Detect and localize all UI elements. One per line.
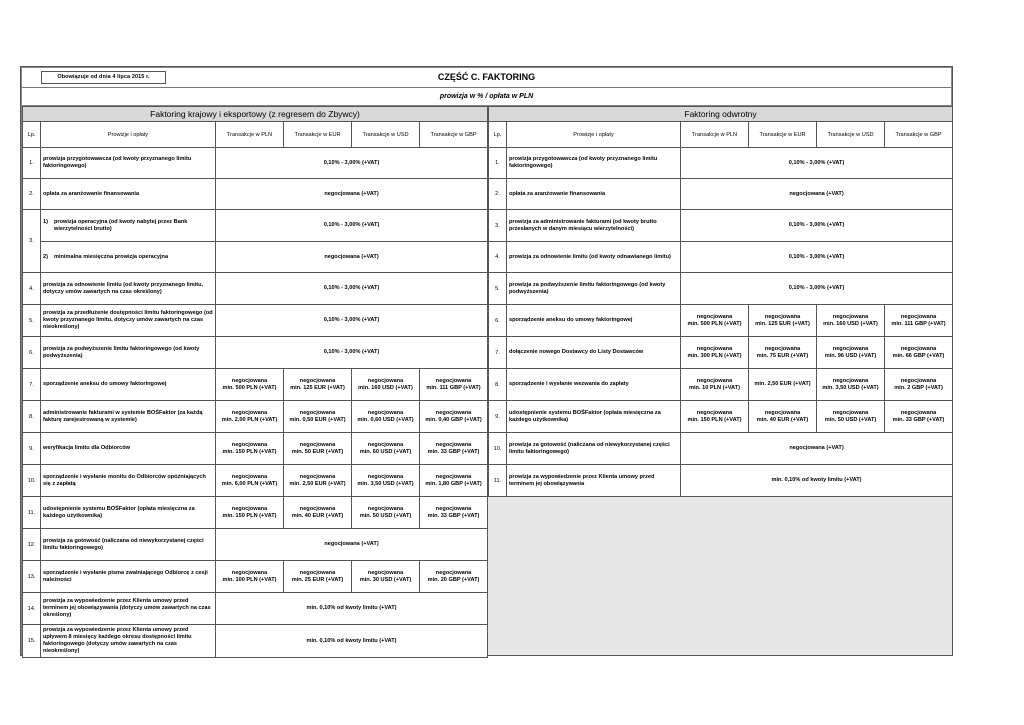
fee-value: negocjowana (+VAT) bbox=[216, 179, 488, 210]
table-row bbox=[489, 433, 953, 465]
fee-value-pln: negocjowana min. 100 PLN (+VAT) bbox=[216, 561, 284, 593]
fee-description: prowizja za administrowanie fakturami (od kwoty brutto przesłanych w danym miesiącu wierzytelności) bbox=[507, 210, 681, 242]
table-row bbox=[489, 369, 953, 401]
fee-description: prowizja przygotowawcza (od kwoty przyznanego limitu faktoringowego) bbox=[41, 148, 216, 179]
fee-value-eur: negocjowana min. 50 EUR (+VAT) bbox=[284, 433, 352, 465]
sub-item-number: 1) bbox=[43, 218, 48, 225]
fee-value-pln: negocjowana min. 500 PLN (+VAT) bbox=[216, 369, 284, 401]
fee-description: opłata za aranżowanie finansowania bbox=[41, 179, 216, 210]
row-number: 1. bbox=[23, 148, 41, 179]
row-number: 2. bbox=[489, 179, 507, 210]
fee-value-eur: negocjowana min. 75 EUR (+VAT) bbox=[749, 337, 817, 369]
row-number: 6. bbox=[489, 305, 507, 337]
fee-description: administrowanie fakturami w systemie BOŚFaktor (za każdą fakturę zarejestrowaną w systemie) bbox=[41, 401, 216, 433]
sub-item-description: prowizja operacyjna (od kwoty nabytej przez Bank wierzytelności brutto) bbox=[53, 218, 188, 232]
table-row bbox=[23, 593, 488, 625]
fee-value-eur: negocjowana min. 40 EUR (+VAT) bbox=[749, 401, 817, 433]
fee-description bbox=[41, 242, 216, 273]
fee-value: 0,10% - 3,00% (+VAT) bbox=[216, 148, 488, 179]
col-header-pln: Transakcje w PLN bbox=[216, 122, 284, 148]
effective-date-badge: Obowiązuje od dnia 4 lipca 2015 r. bbox=[41, 71, 166, 84]
fee-value-usd: negocjowana min. 50 USD (+VAT) bbox=[352, 497, 420, 529]
row-number: 12. bbox=[23, 529, 41, 561]
fee-description: prowizja za przedłużenie dostępności limitu faktoringowego (od kwoty przyznanego limitu, dotyczy umów zawartych na czas nieokreślony) bbox=[41, 305, 216, 337]
row-number: 11. bbox=[23, 497, 41, 529]
row-number: 10. bbox=[23, 465, 41, 497]
table-row bbox=[23, 179, 488, 210]
column-header-row bbox=[23, 122, 488, 148]
page-subtitle: prowizja w % / opłata w PLN bbox=[439, 93, 534, 100]
fee-value: negocjowana (+VAT) bbox=[216, 529, 488, 561]
table-row bbox=[489, 305, 953, 337]
fee-value: 0,10% - 3,00% (+VAT) bbox=[216, 273, 488, 305]
col-header-usd: Transakcje w USD bbox=[817, 122, 885, 148]
row-number: 2. bbox=[23, 179, 41, 210]
fee-value-usd: negocjowana min. 3,50 USD (+VAT) bbox=[352, 465, 420, 497]
table-row bbox=[489, 273, 953, 305]
fee-value-usd: negocjowana min. 160 USD (+VAT) bbox=[817, 305, 885, 337]
table-row bbox=[489, 179, 953, 210]
fee-value-gbp: negocjowana min. 33 GBP (+VAT) bbox=[420, 497, 488, 529]
col-header-usd: Transakcje w USD bbox=[352, 122, 420, 148]
table-row bbox=[489, 401, 953, 433]
page-title: CZĘŚĆ C. FAKTORING bbox=[437, 72, 536, 82]
table-row bbox=[489, 465, 953, 497]
fee-value-pln: negocjowana min. 2,00 PLN (+VAT) bbox=[216, 401, 284, 433]
fee-table-frame bbox=[20, 66, 953, 656]
fee-value-usd: negocjowana min. 0,60 USD (+VAT) bbox=[352, 401, 420, 433]
fee-value-pln: negocjowana min. 6,00 PLN (+VAT) bbox=[216, 465, 284, 497]
table-row bbox=[23, 433, 488, 465]
fee-description: dołączenie nowego Dostawcy do Listy Dostawców bbox=[507, 337, 681, 369]
row-number: 5. bbox=[489, 273, 507, 305]
row-number: 8. bbox=[23, 401, 41, 433]
fee-value-eur: negocjowana min. 125 EUR (+VAT) bbox=[749, 305, 817, 337]
fee-description: sporządzenie i wysłanie pisma zwalniającego Odbiorcę z cesji należności bbox=[41, 561, 216, 593]
col-header-gbp: Transakcje w GBP bbox=[885, 122, 953, 148]
fee-value-gbp: negocjowana min. 33 GBP (+VAT) bbox=[885, 401, 953, 433]
table-row bbox=[23, 273, 488, 305]
fee-description: sporządzenie i wysłanie monitu do Odbiorców opóźniających się z zapłatą bbox=[41, 465, 216, 497]
row-number: 10. bbox=[489, 433, 507, 465]
fee-description: prowizja za podwyższenie limitu faktoringowego (od kwoty podwyższenia) bbox=[507, 273, 681, 305]
table-row bbox=[23, 529, 488, 561]
fee-value-eur: min. 2,50 EUR (+VAT) bbox=[749, 369, 817, 401]
table-row bbox=[489, 337, 953, 369]
fee-description: prowizja przygotowawcza (od kwoty przyznanego limitu faktoringowego) bbox=[507, 148, 681, 179]
col-header-fees: Prowizje i opłaty bbox=[41, 122, 216, 148]
fee-value-usd: negocjowana min. 30 USD (+VAT) bbox=[352, 561, 420, 593]
fee-value-usd: negocjowana min. 50 USD (+VAT) bbox=[817, 401, 885, 433]
fee-value-eur: negocjowana min. 125 EUR (+VAT) bbox=[284, 369, 352, 401]
col-header-pln: Transakcje w PLN bbox=[681, 122, 749, 148]
fee-value: min. 0,10% od kwoty limitu (+VAT) bbox=[216, 593, 488, 625]
fee-value-eur: negocjowana min. 0,50 EUR (+VAT) bbox=[284, 401, 352, 433]
fee-value-gbp: negocjowana min. 111 GBP (+VAT) bbox=[885, 305, 953, 337]
fee-value: 0,10% - 3,00% (+VAT) bbox=[681, 242, 953, 273]
row-number: 8. bbox=[489, 369, 507, 401]
row-number: 14. bbox=[23, 593, 41, 625]
fee-value: 0,10% - 3,00% (+VAT) bbox=[681, 148, 953, 179]
col-header-lp: Lp. bbox=[23, 122, 41, 148]
fee-value: 0,10% - 3,00% (+VAT) bbox=[216, 337, 488, 369]
col-header-eur: Transakcje w EUR bbox=[284, 122, 352, 148]
fee-value-gbp: negocjowana min. 0,40 GBP (+VAT) bbox=[420, 401, 488, 433]
table-row bbox=[23, 242, 488, 273]
fee-description: prowizja za wypowiedzenie przez Klienta umowy przed upływem 8 miesięcy każdego okresu dostępności limitu faktoringowego (dotyczy umów zawartych na czas nieokreślony) bbox=[41, 625, 216, 658]
row-number: 15. bbox=[23, 625, 41, 658]
sub-item-description: minimalna miesięczna prowizja operacyjna bbox=[53, 253, 169, 260]
fee-description: prowizja za wypowiedzenie przez Klienta umowy przed terminem jej obowiązywania bbox=[507, 465, 681, 497]
fee-value-usd: negocjowana min. 96 USD (+VAT) bbox=[817, 337, 885, 369]
fee-description: prowizja za gotowość (naliczana od niewykorzystanej części limitu faktoringowego) bbox=[41, 529, 216, 561]
fee-value: negocjowana (+VAT) bbox=[216, 242, 488, 273]
row-number: 4. bbox=[489, 242, 507, 273]
row-number: 13. bbox=[23, 561, 41, 593]
fee-value-eur: negocjowana min. 25 EUR (+VAT) bbox=[284, 561, 352, 593]
fee-description: sporządzenie aneksu do umowy faktoringowej bbox=[41, 369, 216, 401]
sub-item-number: 2) bbox=[43, 253, 48, 260]
fee-description: prowizja za odnowienie limitu (od kwoty przyznanego limitu, dotyczy umów zawartych na czas określony) bbox=[41, 273, 216, 305]
fee-description: prowizja za wypowiedzenie przez Klienta umowy przed terminem jej obowiązywania (dotyczy umów zawartych na czas określony) bbox=[41, 593, 216, 625]
table-row bbox=[489, 242, 953, 273]
table-row bbox=[23, 369, 488, 401]
row-number: 1. bbox=[489, 148, 507, 179]
fee-value-usd: negocjowana min. 60 USD (+VAT) bbox=[352, 433, 420, 465]
fee-value-gbp: negocjowana min. 66 GBP (+VAT) bbox=[885, 337, 953, 369]
document-header bbox=[22, 68, 951, 88]
col-header-gbp: Transakcje w GBP bbox=[420, 122, 488, 148]
fee-value-pln: negocjowana min. 300 PLN (+VAT) bbox=[681, 337, 749, 369]
table-row bbox=[23, 561, 488, 593]
table-row bbox=[23, 305, 488, 337]
fee-description: prowizja za gotowość (naliczana od niewykorzystanej części limitu faktoringowego) bbox=[507, 433, 681, 465]
fee-value-pln: negocjowana min. 150 PLN (+VAT) bbox=[681, 401, 749, 433]
row-number: 3. bbox=[23, 210, 41, 273]
fee-value-pln: negocjowana min. 500 PLN (+VAT) bbox=[681, 305, 749, 337]
fee-value-gbp: negocjowana min. 2 GBP (+VAT) bbox=[885, 369, 953, 401]
domestic-factoring-table bbox=[22, 106, 488, 658]
row-number: 11. bbox=[489, 465, 507, 497]
table-row bbox=[23, 497, 488, 529]
fee-value: 0,10% - 3,00% (+VAT) bbox=[681, 210, 953, 242]
col-header-fees: Prowizje i opłaty bbox=[507, 122, 681, 148]
col-header-eur: Transakcje w EUR bbox=[749, 122, 817, 148]
fee-value-eur: negocjowana min. 40 EUR (+VAT) bbox=[284, 497, 352, 529]
column-header-row bbox=[489, 122, 953, 148]
fee-value-pln: negocjowana min. 10 PLN (+VAT) bbox=[681, 369, 749, 401]
fee-value: 0,10% - 3,00% (+VAT) bbox=[216, 210, 488, 242]
reverse-factoring-table bbox=[488, 106, 953, 497]
row-number: 5. bbox=[23, 305, 41, 337]
fee-value-gbp: negocjowana min. 111 GBP (+VAT) bbox=[420, 369, 488, 401]
subtitle-bar bbox=[22, 88, 951, 105]
row-number: 7. bbox=[489, 337, 507, 369]
row-number: 7. bbox=[23, 369, 41, 401]
row-number: 4. bbox=[23, 273, 41, 305]
table-row bbox=[23, 465, 488, 497]
fee-value-usd: negocjowana min. 160 USD (+VAT) bbox=[352, 369, 420, 401]
fee-description: prowizja za podwyższenie limitu faktoringowego (od kwoty podwyższenia) bbox=[41, 337, 216, 369]
table-row bbox=[23, 625, 488, 658]
fee-value: min. 0,10% od kwoty limitu (+VAT) bbox=[681, 465, 953, 497]
row-number: 9. bbox=[23, 433, 41, 465]
fee-value-usd: negocjowana min. 3,50 USD (+VAT) bbox=[817, 369, 885, 401]
fee-description: sporządzenie aneksu do umowy faktoringowej bbox=[507, 305, 681, 337]
table-row bbox=[23, 148, 488, 179]
fee-description: udostępnienie systemu BOŚFaktor (opłata miesięczna za każdego użytkownika) bbox=[507, 401, 681, 433]
fee-value-gbp: negocjowana min. 1,80 GBP (+VAT) bbox=[420, 465, 488, 497]
fee-description: opłata za aranżowanie finansowania bbox=[507, 179, 681, 210]
fee-description: prowizja za odnowienie limitu (od kwoty odnawianego limitu) bbox=[507, 242, 681, 273]
table-row bbox=[23, 401, 488, 433]
table-row bbox=[489, 148, 953, 179]
fee-value: negocjowana (+VAT) bbox=[681, 179, 953, 210]
fee-description: weryfikacja limitu dla Odbiorców bbox=[41, 433, 216, 465]
row-number: 6. bbox=[23, 337, 41, 369]
section-title: Faktoring krajowy i eksportowy (z regresem do Zbywcy) bbox=[23, 107, 488, 122]
row-number: 3. bbox=[489, 210, 507, 242]
fee-value-pln: negocjowana min. 150 PLN (+VAT) bbox=[216, 433, 284, 465]
fee-value-gbp: negocjowana min. 33 GBP (+VAT) bbox=[420, 433, 488, 465]
fee-description bbox=[41, 210, 216, 242]
table-row bbox=[23, 337, 488, 369]
fee-value: min. 0,10% od kwoty limitu (+VAT) bbox=[216, 625, 488, 658]
table-row bbox=[23, 210, 488, 242]
fee-value: 0,10% - 3,00% (+VAT) bbox=[681, 273, 953, 305]
fee-value-pln: negocjowana min. 150 PLN (+VAT) bbox=[216, 497, 284, 529]
fee-value: 0,10% - 3,00% (+VAT) bbox=[216, 305, 488, 337]
fee-value-eur: negocjowana min. 2,50 EUR (+VAT) bbox=[284, 465, 352, 497]
section-title: Faktoring odwrotny bbox=[489, 107, 953, 122]
fee-value: negocjowana (+VAT) bbox=[681, 433, 953, 465]
col-header-lp: Lp. bbox=[489, 122, 507, 148]
fee-value-gbp: negocjowana min. 20 GBP (+VAT) bbox=[420, 561, 488, 593]
fee-description: udostępnienie systemu BOŚFaktor (opłata miesięczna za każdego użytkownika) bbox=[41, 497, 216, 529]
table-row bbox=[489, 210, 953, 242]
row-number: 9. bbox=[489, 401, 507, 433]
fee-description: sporządzenie i wysłanie wezwania do zapłaty bbox=[507, 369, 681, 401]
